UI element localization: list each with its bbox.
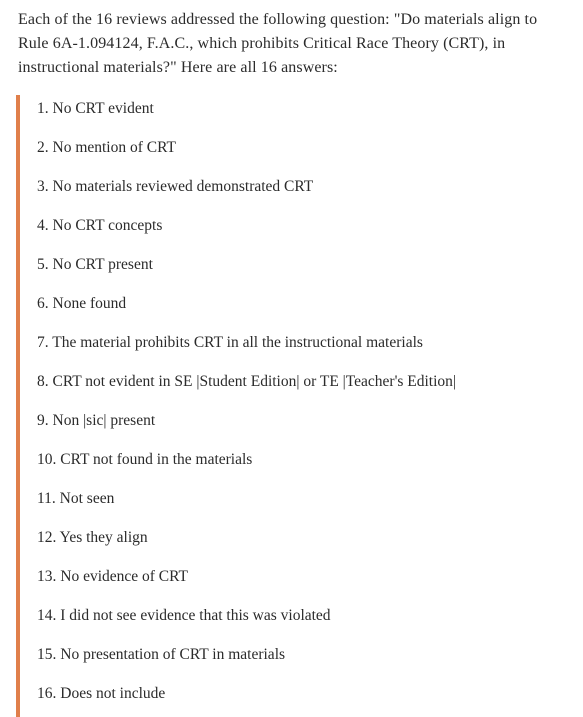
answer-item: 1. No CRT evident	[37, 100, 154, 117]
answer-item: 6. None found	[37, 295, 127, 312]
answer-item: 10. CRT not found in the materials	[37, 451, 253, 468]
answer-item: 8. CRT not evident in SE |Student Edition| or TE |Teacher's Edition|	[37, 373, 457, 390]
answers-blockquote	[16, 95, 576, 717]
answer-item: 7. The material prohibits CRT in all the instructional materials	[37, 334, 423, 351]
answer-item: 4. No CRT concepts	[37, 217, 163, 234]
answer-item: 16. Does not include	[37, 685, 166, 702]
answer-item: 13. No evidence of CRT	[37, 568, 189, 585]
answer-item: 3. No materials reviewed demonstrated CRT	[37, 178, 314, 195]
answer-item: 15. No presentation of CRT in materials	[37, 646, 286, 663]
answer-item: 12. Yes they align	[37, 529, 148, 546]
answer-item: 14. I did not see evidence that this was violated	[37, 607, 331, 624]
answer-item: 5. No CRT present	[37, 256, 153, 273]
intro-paragraph: Each of the 16 reviews addressed the following question: "Do materials align to Rule 6A-1.094124, F.A.C., which prohibits Critical Race Theory (CRT), in instructional materials?" Here are all 16 answers:	[18, 11, 538, 76]
answer-item: 2. No mention of CRT	[37, 139, 176, 156]
answer-item: 11. Not seen	[37, 490, 115, 507]
answer-item: 9. Non |sic| present	[37, 412, 156, 429]
